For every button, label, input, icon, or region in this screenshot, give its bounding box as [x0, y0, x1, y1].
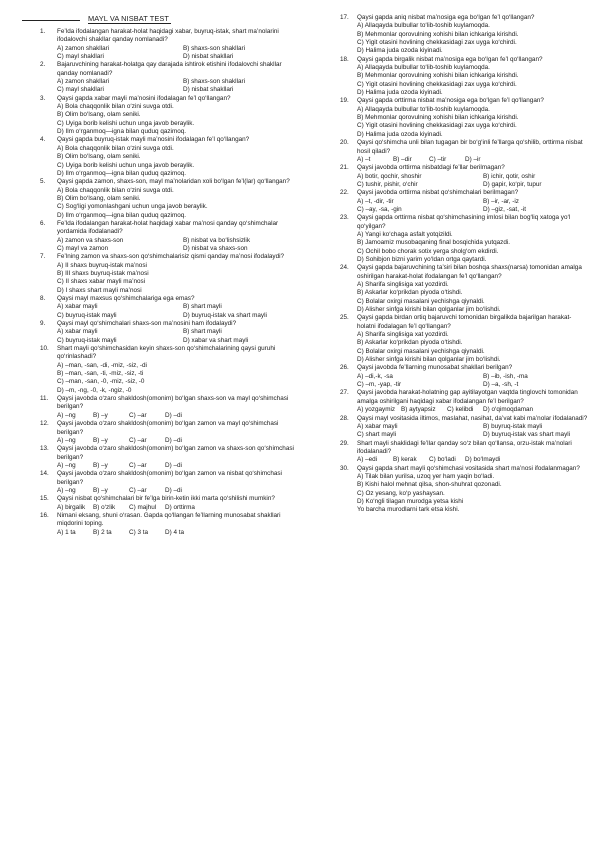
page-title [22, 14, 312, 23]
question-11 [40, 395, 302, 420]
question-number: 18. [340, 55, 349, 63]
answer-option: B) 2 ta [93, 528, 112, 536]
question-text: Qaysi mayl maxsus qo‘shimchalariga ega emas? [57, 295, 195, 302]
question-text: Qaysi mayl qo‘shimchalari shaxs-son ma’nosini ham ifodalaydi? [57, 320, 237, 328]
answer-option: D) nisbat shakllari [183, 53, 234, 61]
answer-option: A) yozgaymiz [357, 406, 396, 414]
answer-option: C) Ochil bobo chorak sotix yerga sholg‘om ekdirdi. [357, 247, 499, 255]
answer-option: C) shart mayli [357, 431, 397, 439]
answer-option: B) –dir [393, 155, 412, 163]
answer-option: D) o‘qimoqdaman [483, 406, 534, 414]
answer-option: A) –ng [57, 436, 76, 444]
answer-option: D) –di [165, 461, 182, 469]
answer-option: D) 4 ta [165, 528, 185, 536]
question-number: 22. [340, 189, 349, 197]
answer-option-row [57, 328, 302, 336]
answer-option: A) II shaxs buyruq-istak ma’nosi [57, 261, 147, 269]
answer-option-row [357, 431, 590, 439]
right-column [340, 14, 590, 515]
answer-option-row [57, 245, 302, 253]
question-number: 4. [40, 136, 46, 144]
answer-option: B) Askarlar ko‘prikdan piyoda o‘tishdi. [357, 339, 463, 347]
answer-option-row [357, 456, 590, 464]
answer-option: B) Askarlar ko‘prikdan piyoda o‘tishdi. [357, 289, 463, 297]
answer-option: B) shart mayli [183, 328, 222, 336]
answer-option: A) –t [357, 155, 371, 163]
question-number: 5. [40, 178, 46, 186]
answer-option: C) Bolalar oxirgi masalani yechishga qiynaldi. [357, 297, 485, 305]
answer-option: B) shart mayli [183, 303, 222, 311]
question-8 [40, 295, 302, 320]
answer-option: B) –ir, -ar, -iz [483, 197, 519, 205]
answer-option: C) tushir, pishir, o‘chir [357, 180, 418, 188]
answer-option: A) –ng [57, 486, 76, 494]
question-number: 15. [40, 495, 49, 503]
question-text: Qaysi javobda orttirma nisbat qo‘shimchalari berilmagan? [357, 189, 519, 197]
answer-option: B) Mehmonlar qorovulning xohishi bilan ichkariga kirishdi. [357, 30, 519, 38]
answer-option-row [357, 373, 590, 381]
answer-option: B) Olim bo‘lsang, olam seniki. [57, 153, 141, 161]
answer-option: C) II shaxs xabar mayli ma’nosi [57, 278, 146, 286]
question-text: Qaysi javobda o‘zaro shakldosh(omonim) bo‘lgan shaxs-son va mayl qo‘shimchasi berilgan? [57, 395, 289, 411]
question-number: 23. [340, 214, 349, 222]
answer-option-row [57, 237, 302, 245]
question-number: 2. [40, 61, 46, 69]
question-number: 7. [40, 253, 46, 261]
question-text: Qaysi gapda shart mayli qo‘shimchasi vositasida shart ma’nosi ifodalanmagan? [357, 464, 580, 472]
question-text: Qaysi gapda xabar mayli ma’nosini ifodalagan fe’l qo‘llangan? [57, 94, 231, 102]
answer-option: D) bo‘lmaydi [465, 456, 501, 464]
question-text: Qaysi javobda fe’llarning munosabat shakllari berilgan? [357, 364, 513, 372]
answer-option: A) –man, -san, -di, -miz, -siz, -di [57, 361, 147, 369]
question-text: Nimani eksang, shuni o‘rasan. Gapda qo‘llangan fe’llarning munosabat shakllari miqdorini toping. [57, 511, 281, 528]
question-text: Qaysi javobda o‘zaro shakldosh(omonim) bo‘lgan zamon va shaxs-son qo‘shimchasi berilgan? [57, 445, 294, 461]
answer-option: C) –man, -san, -0, -miz, -siz, -0 [57, 378, 145, 386]
answer-option: D) –giz, -sat, -it [483, 205, 527, 213]
question-number: 24. [340, 264, 349, 272]
answer-option: C) Uyiga borib kelishi uchun unga javob beraylik. [57, 161, 195, 169]
answer-option: D) Halima juda ozoda kiyinadi. [357, 130, 443, 138]
answer-option: B) shaxs-son shakllari [183, 44, 246, 52]
question-text: Qaysi gapda zamon, shaxs-son, mayl ma’nolaridan xoli bo‘lgan fe’l(lar) qo‘llangan? [57, 178, 290, 186]
question-21 [340, 164, 590, 189]
answer-option: C) buyruq-istak mayli [57, 311, 117, 319]
answer-option: D) nisbat va shaxs-son [183, 244, 248, 252]
question-number: 27. [340, 389, 349, 397]
question-text: Qaysi javobda o‘zaro shakldosh(omonim) bo‘lgan zamon va mayl qo‘shimchasi berilgan? [57, 420, 279, 436]
answer-option: A) Allaqayda bulbullar to‘lib-toshib kuylamoqda. [357, 22, 490, 30]
question-7 [40, 253, 302, 295]
answer-option: A) Sharifa singlisiga xat yozdirdi. [357, 281, 449, 288]
question-number: 26. [340, 364, 349, 372]
answer-option: C) bo‘ladi [429, 456, 456, 464]
answer-option: A) –ng [57, 461, 76, 469]
question-28 [340, 415, 590, 440]
answer-option: C) buyruq-istak mayli [57, 336, 117, 344]
question-27 [340, 389, 590, 414]
answer-option: A) xabar mayli [357, 422, 398, 430]
question-text: Qaysi gapda orttirma nisbat qo‘shimchasining imlosi bilan bog‘liq xatoga yo‘l qo‘yilgan? [357, 214, 571, 230]
question-5 [40, 178, 302, 220]
answer-option-row [57, 437, 302, 445]
question-number: 25. [340, 314, 349, 322]
answer-option: D) Halima juda ozoda kiyinadi. [357, 47, 443, 55]
question-number: 20. [340, 139, 349, 147]
answer-option-row [357, 198, 590, 206]
answer-option: A) zamon shakllari [57, 44, 110, 52]
question-text: Fe’lda ifodalangan harakat-holat haqidagi xabar ma’nosi qanday qo‘shimchalar yordamida ifodalanadi? [57, 219, 279, 236]
answer-option: B) kerak [393, 456, 417, 464]
answer-option: C) –ar [129, 486, 147, 494]
answer-option-row [357, 381, 590, 389]
answer-option: C) Bolalar oxirgi masalani yechishga qiynaldi. [357, 347, 485, 355]
question-30 [340, 465, 590, 515]
answer-option: B) Olim bo‘lsang, olam seniki. [57, 194, 141, 202]
question-text: Shart mayli qo‘shimchasidan keyin shaxs-son qo‘shimchalarining qaysi guruhi qo‘rinlashadi? [57, 345, 276, 361]
answer-option: C) kelibdi [447, 406, 474, 414]
answer-option: A) –ng [57, 411, 76, 419]
answer-option-row [57, 53, 302, 61]
question-number: 19. [340, 97, 349, 105]
question-29 [340, 440, 590, 465]
answer-option: C) Yigit otasini hovlining chekkasidagi zax uyga ko‘chirdi. [357, 39, 517, 47]
question-9 [40, 320, 302, 345]
answer-option: C) Yigit otasini hovlining chekkasidagi zax uyga ko‘chirdi. [357, 122, 517, 130]
answer-option-row [357, 206, 590, 214]
question-text: Fe’lda ifodalangan harakat-holat haqidagi xabar, buyruq-istak, shart ma’nolarini ifodalovchi shakllar qanday nomlanadi? [57, 28, 279, 44]
answer-option-row [57, 504, 302, 512]
question-number: 11. [40, 395, 49, 403]
answer-option: C) –tir [429, 155, 447, 163]
answer-option: C) –m, -yap, -tir [357, 381, 402, 389]
answer-option: C) mayl va zamon [57, 244, 109, 252]
answer-option: C) Oz yesang, ko‘p yashaysan. [357, 489, 445, 497]
title-underline [22, 20, 80, 21]
answer-option: B) –y [93, 411, 108, 419]
answer-option-row [357, 423, 590, 431]
answer-option: A) Bola chaqqonlik bilan o‘zini suvga otdi. [57, 144, 174, 152]
answer-option: B) –y [93, 436, 108, 444]
answer-option: A) Sharifa singlisiga xat yozdirdi. [357, 331, 449, 339]
answer-option-row [357, 156, 590, 164]
question-15 [40, 495, 302, 512]
question-number: 14. [40, 470, 49, 478]
answer-option: A) zamon shakllari [57, 78, 110, 86]
question-number: 17. [340, 14, 349, 21]
question-text: Fe’lning zamon va shaxs-son qo‘shimchalarisiz qismi qanday ma’nosi ifodalaydi? [57, 253, 285, 261]
answer-option-row [57, 303, 302, 311]
answer-option-row [357, 406, 590, 414]
question-text: Shart mayli shaklidagi fe’llar qanday so‘z bilan qo‘llansa, orzu-istak ma’nolari ifodalanadi? [357, 439, 572, 455]
answer-option: B) Mehmonlar qorovulning xohishi bilan ichkariga kirishdi. [357, 72, 519, 80]
question-text: Qaysi gapda aniq nisbat ma’nosiga ega bo‘lgan fe’l qo‘llangan? [357, 14, 535, 21]
answer-option: C) –ar [129, 436, 147, 444]
question-4 [40, 136, 302, 178]
answer-option: D) Ilm o‘rganmoq—igna bilan quduq qazimoq. [57, 169, 187, 177]
question-number: 6. [40, 219, 46, 227]
answer-option: D) –ir [465, 155, 481, 163]
question-number: 16. [40, 511, 49, 519]
question-17 [340, 14, 590, 56]
answer-option: B) buyruq-istak mayli [483, 422, 543, 430]
question-text: Qaysi javobda orttirma nisbatdagi fe’llar berilmagan? [357, 164, 505, 172]
answer-option-row [57, 412, 302, 420]
answer-option: D) Halima juda ozoda kiyinadi. [357, 89, 443, 97]
answer-option: Yo barcha murodlarni tark etsa kishi. [357, 506, 460, 514]
question-18 [340, 56, 590, 98]
answer-option: D) I shaxs shart mayli ma’nosi [57, 286, 142, 294]
question-text: Qaysi gapda orttirma nisbat ma’nosiga ega bo‘lgan fe’l qo‘llangan? [357, 97, 544, 105]
answer-option: B) Kishi halol mehnat qilsa, shon-shuhrat qozonadi. [357, 481, 502, 489]
answer-option: C) Sog‘ligi yomonlashgani uchun unga javob beraylik. [57, 203, 208, 211]
answer-option: D) Alisher sinfga kirishi bilan qolganlar jim bo‘lishdi. [357, 356, 501, 364]
answer-option: A) Bola chaqqonlik bilan o‘zini suvga otdi. [57, 103, 174, 111]
answer-option: D) buyruq-istak va shart mayli [183, 311, 267, 319]
answer-option: C) mayl shakllari [57, 53, 104, 61]
answer-option: D) Alisher sinfga kirishi bilan qolganlar jim bo‘lishdi. [357, 306, 501, 314]
question-number: 3. [40, 94, 46, 102]
answer-option: D) nisbat shakllari [183, 86, 234, 94]
answer-option-row [357, 181, 590, 189]
answer-option: D) –di [165, 486, 182, 494]
answer-option: B) aytyapsiz [401, 406, 436, 414]
answer-option: A) zamon va shaxs-son [57, 236, 124, 244]
question-text: Qaysi gapda birdan ortiq bajaruvchi tomonidan birgalikda bajarilgan harakat-holatni ifodalagan fe’l qo‘llangan? [357, 314, 572, 330]
question-number: 21. [340, 164, 349, 172]
question-text: Qaysi gapda birgalik nisbat ma’nosiga ega bo‘lgan fe’l qo‘llangan? [357, 55, 543, 63]
answer-option: D) –m, -ng, -0, -k, -ngiz, -0 [57, 386, 132, 394]
question-3 [40, 95, 302, 137]
answer-option: B) Jamoamiz musobaqaning final bosqichida yutqazdi. [357, 239, 511, 247]
answer-option: D) Ko‘ngli tilagan murodga yetsa kishi [357, 497, 464, 505]
answer-option: D) xabar va shart mayli [183, 336, 249, 344]
answer-option: A) 1 ta [57, 528, 76, 536]
answer-option: B) ichir, qotir, oshir [483, 172, 536, 180]
answer-option: C) 3 ta [129, 528, 149, 536]
question-number: 12. [40, 420, 49, 428]
answer-option: A) –edi [357, 456, 378, 464]
answer-option-row [57, 487, 302, 495]
question-number: 1. [40, 28, 46, 35]
answer-option: B) III shaxs buyruq-istak ma’nosi [57, 269, 149, 277]
question-20 [340, 139, 590, 164]
answer-option: B) Olim bo‘lsang, olam seniki. [57, 111, 141, 119]
answer-option-row [57, 86, 302, 94]
answer-option: D) –di [165, 411, 182, 419]
question-text: Qaysi javobda harakat-holatning gap ayitilayotgan vaqtda tinglovchi tomonidan amalga oshirilgani haqidagi xabar ifodalangan fe’l berilgan? [357, 389, 578, 405]
question-26 [340, 364, 590, 389]
answer-option: D) –a, -sh, -t [483, 381, 519, 389]
question-text: Qaysi nisbat qo‘shimchalari bir fe’lga birin-ketin ikki marta qo‘shilishi mumkin? [57, 495, 275, 503]
answer-option: D) Sohibjon bizni yarim yo‘ldan ortga qaytardi. [357, 255, 487, 263]
answer-option: A) Allaqayda bulbullar to‘lib-toshib kuylamoqda. [357, 105, 490, 113]
question-24 [340, 264, 590, 314]
answer-option-row [57, 337, 302, 345]
question-number: 30. [340, 464, 349, 472]
question-14 [40, 470, 302, 495]
title-text: MAYL VA NISBAT TEST [88, 14, 170, 23]
answer-option: D) –di [165, 436, 182, 444]
answer-option: A) –di,-k, -sa [357, 372, 393, 380]
answer-option: B) Mehmonlar qorovulning xohishi bilan ichkariga kirishdi. [357, 114, 519, 122]
answer-option: B) –man, -san, -ti, -miz, -siz, -ti [57, 370, 144, 378]
answer-option-row [357, 173, 590, 181]
question-number: 28. [340, 414, 349, 422]
question-22 [340, 189, 590, 214]
answer-option-row [57, 45, 302, 53]
answer-option: B) shaxs-son shakllari [183, 78, 246, 86]
answer-option: A) botir, qochir, shoshir [357, 172, 422, 180]
question-16 [40, 512, 302, 537]
answer-option: A) Yangi ko‘chaga asfalt yotqizildi. [357, 230, 453, 238]
question-text: Qaysi gapda buyruq-istak mayli ma’nosini ifodalagan fe’l qo‘llangan? [57, 136, 250, 144]
question-number: 13. [40, 445, 49, 453]
question-13 [40, 445, 302, 470]
question-23 [340, 214, 590, 264]
answer-option-row [57, 529, 302, 537]
answer-option-row [57, 78, 302, 86]
answer-option: B) –y [93, 461, 108, 469]
question-1 [40, 28, 302, 61]
answer-option: A) Allaqayda bulbullar to‘lib-toshib kuylamoqda. [357, 64, 490, 72]
question-25 [340, 314, 590, 364]
answer-option-row [57, 462, 302, 470]
answer-option: C) mayl shakllari [57, 86, 104, 94]
answer-option: C) –ar [129, 411, 147, 419]
answer-option: C) majhul [129, 503, 157, 511]
question-number: 9. [40, 320, 46, 328]
question-text: Qaysi qo‘shimcha unli bilan tugagan bir bo‘g‘inli fe’llarga qo‘shilib, orttirma nisbat hosil qiladi? [357, 139, 583, 155]
answer-option: A) Bola chaqqonlik bilan o‘zini suvga otdi. [57, 186, 174, 194]
answer-option: C) Uyiga borib kelishi uchun unga javob beraylik. [57, 119, 195, 127]
answer-option: B) o‘zlik [93, 503, 116, 511]
answer-option: D) gapir, ko‘pir, tupur [483, 180, 542, 188]
answer-option: B) nisbat va bo‘lishsizlik [183, 236, 250, 244]
question-12 [40, 420, 302, 445]
question-19 [340, 97, 590, 139]
left-column [40, 28, 302, 537]
question-6 [40, 220, 302, 253]
question-text: Bajaruvchining harakat-holatga qay darajada ishtirok etishini ifodalovchi shakllar qanday nomlanadi? [57, 61, 282, 77]
question-2 [40, 61, 302, 94]
answer-option: D) Ilm o‘rganmoq—igna bilan quduq qazimoq. [57, 128, 187, 136]
answer-option: A) xabar mayli [57, 303, 98, 311]
question-text: Qaysi mayl vositasida iltimos, maslahat, nasihat, da’vat kabi ma’nolar ifodalanadi? [357, 414, 588, 422]
answer-option: B) –ib, -ish, -ma [483, 372, 528, 380]
answer-option: C) –ar [129, 461, 147, 469]
question-number: 8. [40, 295, 46, 302]
answer-option: A) –t, -dir, -tir [357, 197, 394, 205]
question-number: 29. [340, 439, 349, 447]
answer-option: D) Ilm o‘rganmoq—igna bilan quduq qazimoq. [57, 211, 187, 219]
question-text: Qaysi javobda o‘zaro shakldosh(omonim) bo‘lgan zamon va nisbat qo‘shimchasi berilgan? [57, 470, 282, 486]
answer-option: A) birgalik [57, 503, 86, 511]
answer-option: C) –ay, -sa, -gin [357, 205, 402, 213]
question-number: 10. [40, 345, 49, 353]
answer-option: A) Tilak bilan yurilsa, uzoq yer ham yaqin bo‘ladi. [357, 472, 495, 480]
answer-option: B) –y [93, 486, 108, 494]
question-10 [40, 345, 302, 395]
answer-option: D) buyruq-istak vas shart mayli [483, 431, 571, 439]
answer-option-row [57, 312, 302, 320]
question-text: Qaysi gapda bajaruvchining ta’siri bilan boshqa shaxs(narsa) tomonidan amalga oshirilgan harakat-holat ifodalangan fe’l qo‘llangan? [357, 264, 582, 280]
answer-option: A) xabar mayli [57, 328, 98, 336]
answer-option: C) Yigit otasini hovlining chekkasidagi zax uyga ko‘chirdi. [357, 80, 517, 88]
answer-option: D) orttirma [165, 503, 195, 511]
